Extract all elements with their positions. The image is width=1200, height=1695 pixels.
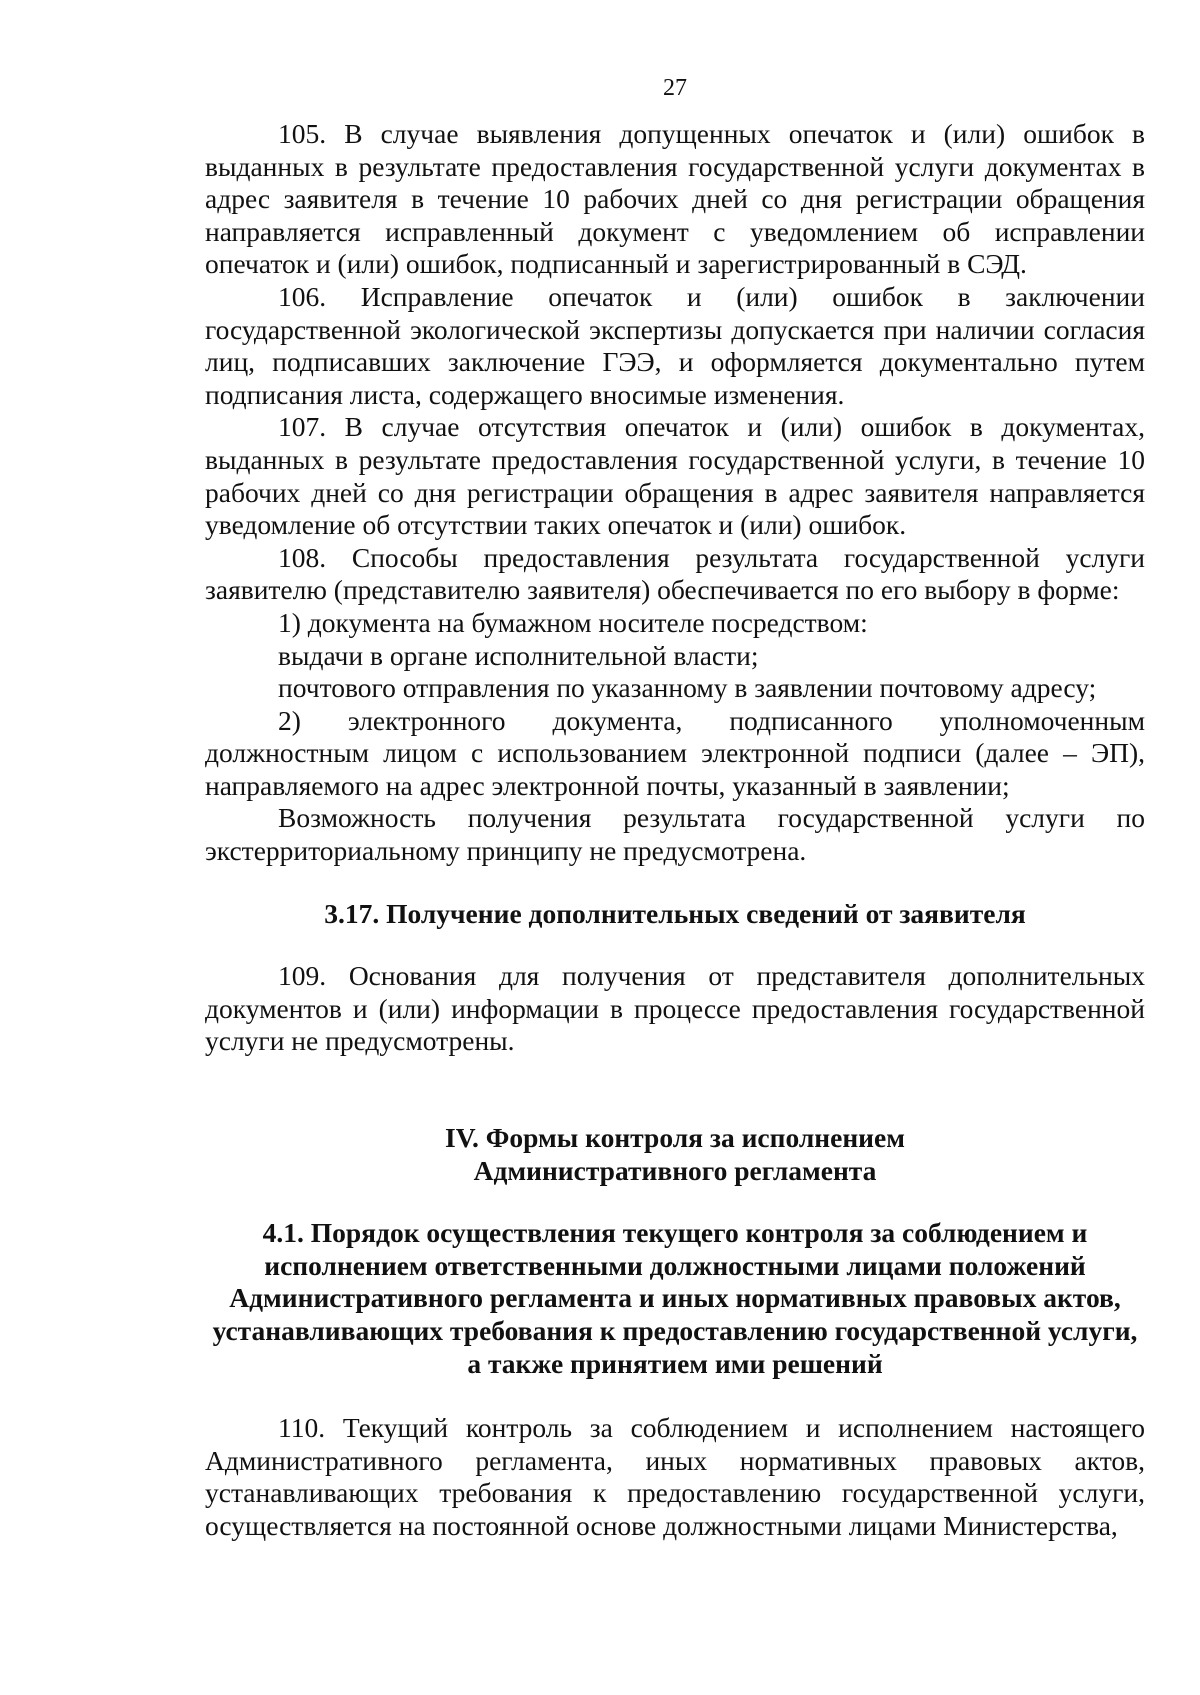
list-item-postal-delivery: почтового отправления по указанному в заявлении почтовому адресу;: [278, 672, 1097, 704]
paragraph-105: 105. В случае выявления допущенных опечаток и (или) ошибок в выданных в результате предоставления государственной услуги документах в адрес заявителя в течение 10 рабочих дней со дня регистрации обращения направляется исправленный документ с уведомлением об исправлении опечаток и (или) ошибок, подписанный и зарегистрированный в СЭД.: [205, 118, 1145, 280]
paragraph-107: 107. В случае отсутствия опечаток и (или) ошибок в документах, выданных в результате предоставления государственной услуги, в течение 10 рабочих дней со дня регистрации обращения в адрес заявителя направляется уведомление об отсутствии таких опечаток и (или) ошибок.: [205, 411, 1145, 541]
paragraph-109: 109. Основания для получения от представителя дополнительных документов и (или) информации в процессе предоставления государственной услуги не предусмотрены.: [205, 960, 1145, 1057]
paragraph-extraterritorial: Возможность получения результата государственной услуги по экстерриториальному принципу не предусмотрена.: [205, 802, 1145, 867]
paragraph-106: 106. Исправление опечаток и (или) ошибок в заключении государственной экологической экспертизы допускается при наличии согласия лиц, подписавших заключение ГЭЭ, и оформляется документально путем подписания листа, содержащего вносимые изменения.: [205, 280, 1145, 410]
list-item-electronic-document: 2) электронного документа, подписанного уполномоченным должностным лицом с использованием электронной подписи (далее – ЭП), направляемого на адрес электронной почты, указанный в заявлении;: [205, 704, 1145, 801]
heading-4-1: 4.1. Порядок осуществления текущего контроля за соблюдением и исполнением ответственными должностными лицами положений Административного регламента и иных нормативных правовых актов, устанавливающих требования к предоставлению государственной услуги, а также принятием ими решений: [212, 1217, 1138, 1379]
paragraph-108: 108. Способы предоставления результата государственной услуги заявителю (представителю заявителя) обеспечивается по его выбору в форме:: [205, 541, 1145, 606]
heading-3-17: 3.17. Получение дополнительных сведений от заявителя: [324, 897, 1026, 929]
heading-section-iv: IV. Формы контроля за исполнением Административного регламента: [445, 1122, 905, 1186]
paragraph-110: 110. Текущий контроль за соблюдением и исполнением настоящего Административного регламента, иных нормативных правовых актов, устанавливающих требования к предоставлению государственной услуги, осуществляется на постоянной основе должностными лицами Министерства,: [205, 1412, 1145, 1541]
document-content: [205, 118, 1145, 1543]
list-item-issue-in-authority: выдачи в органе исполнительной власти;: [278, 639, 759, 671]
list-item-paper-document: 1) документа на бумажном носителе посредством:: [278, 606, 868, 638]
page-number: 27: [663, 75, 687, 101]
